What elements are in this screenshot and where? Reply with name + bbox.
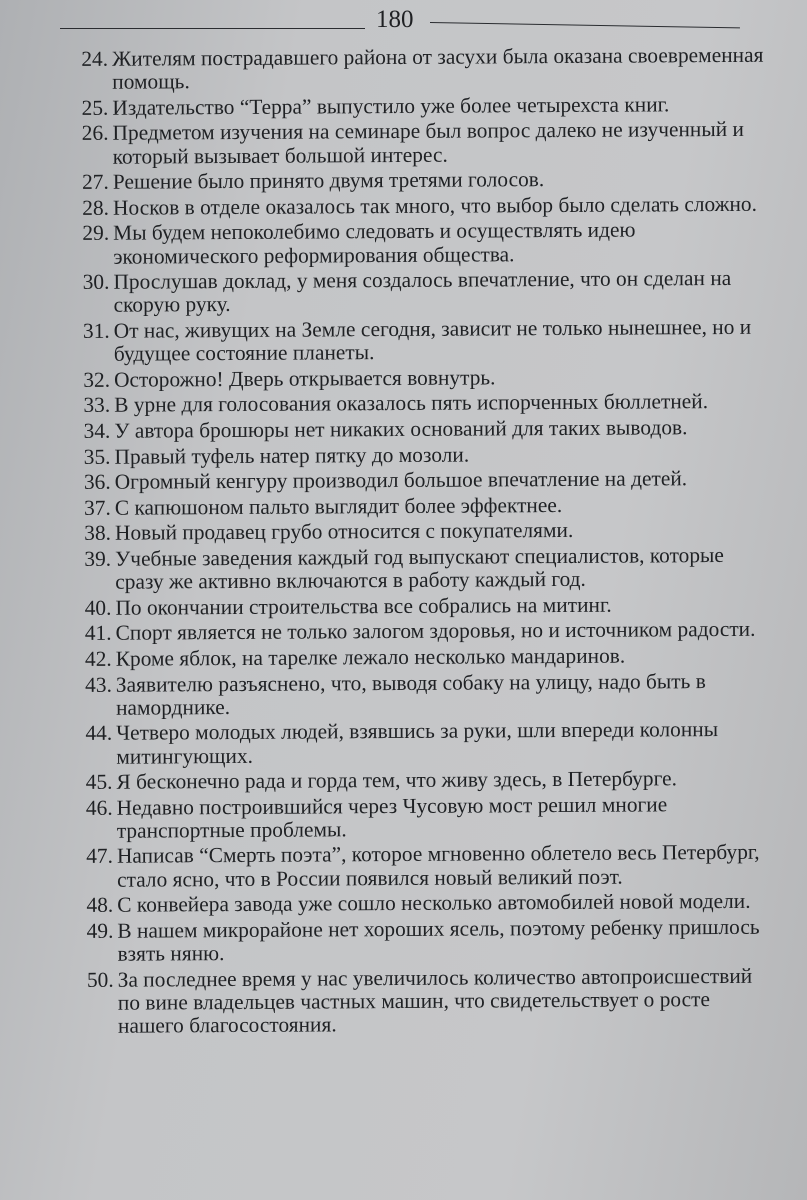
list-item: [72, 669, 772, 720]
item-text: В нашем микрорайоне нет хороших ясель, поэтому ребенку пришлось взять няню.: [117, 914, 760, 966]
list-item: [72, 718, 772, 769]
list-item: [68, 44, 768, 95]
item-text: Огромный кенгуру производил большое впечатление на детей.: [114, 466, 688, 494]
header-rule-left: [60, 28, 365, 29]
item-number: 36.: [83, 469, 111, 495]
item-text: Новый продавец грубо относится с покупателями.: [114, 518, 574, 546]
item-text: Заявителю разъяснено, что, выводя собаку на улицу, надо быть в наморднике.: [115, 668, 706, 720]
page-header: [60, 6, 740, 34]
list-item: [69, 193, 769, 220]
item-text: От нас, живущих на Земле сегодня, зависит не только нынешнее, но и будущее состояние планеты.: [113, 314, 752, 366]
list-item: [72, 644, 772, 671]
item-text: Носков в отделе оказалось так много, что выбор было сделать сложно.: [112, 191, 757, 220]
item-number: 40.: [84, 595, 112, 620]
page-number: 180: [376, 6, 414, 33]
list-item: [73, 792, 773, 843]
item-number: 24.: [81, 46, 109, 71]
item-text: С капюшоном пальто выглядит более эффектнее.: [114, 492, 563, 520]
item-text: Я бесконечно рада и горда тем, что живу здесь, в Петербурге.: [116, 766, 677, 794]
list-item: [69, 167, 769, 194]
item-number: 34.: [83, 418, 111, 443]
list-item: [70, 364, 770, 391]
list-item: [69, 218, 769, 269]
item-number: 46.: [85, 795, 113, 820]
list-item: [70, 441, 770, 468]
list-item: [70, 316, 770, 367]
item-number: 48.: [86, 893, 114, 918]
item-number: 28.: [82, 195, 110, 220]
list-item: [71, 544, 771, 595]
item-text: Четверо молодых людей, взявшись за руки, шли впереди колонны митингующих.: [116, 717, 719, 769]
list-item: [73, 841, 773, 892]
item-text: Предметом изучения на семинаре был вопрос далеко не изученный и который вызывает большой интерес.: [112, 117, 744, 169]
list-item: [69, 267, 769, 318]
item-number: 26.: [81, 121, 109, 146]
item-text: За последнее время у нас увеличилось количество автопроисшествий по вине владельцев частных машин, что свидетельствует о росте нашего благосостояния.: [117, 963, 753, 1038]
item-number: 47.: [86, 844, 114, 869]
item-text: Осторожно! Дверь открывается вовнутрь.: [113, 365, 496, 392]
item-number: 39.: [84, 546, 112, 571]
item-number: 44.: [85, 721, 113, 746]
list-item: [73, 890, 773, 917]
item-number: 38.: [84, 521, 112, 546]
item-text: Правый туфель натер пятку до мозоли.: [114, 442, 470, 469]
list-item: [74, 964, 774, 1038]
item-text: Недавно построившийся через Чусовую мост решил многие транспортные проблемы.: [116, 792, 668, 843]
item-text: Кроме яблок, на тарелке лежало несколько мандаринов.: [115, 643, 626, 671]
item-text: Жителям пострадавшего района от засухи была оказана своевременная помощь.: [111, 42, 764, 94]
exercise-list: [68, 44, 774, 1041]
item-text: По окончании строительства все собрались на митинг.: [115, 592, 612, 620]
item-number: 33.: [83, 393, 111, 418]
list-item: [73, 916, 773, 967]
list-item: [71, 492, 771, 519]
list-item: [71, 518, 771, 545]
item-number: 32.: [83, 367, 111, 392]
item-text: Учебные заведения каждый год выпускают специалистов, которые сразу же активно включаются в работу каждый год.: [115, 542, 724, 594]
item-number: 42.: [84, 646, 112, 671]
item-text: Издательство “Терра” выпустило уже более четырехста книг.: [112, 92, 670, 120]
item-number: 50.: [86, 967, 114, 992]
list-item: [71, 592, 771, 619]
item-text: У автора брошюры нет никаких оснований для таких выводов.: [114, 415, 688, 443]
list-item: [72, 767, 772, 794]
item-number: 30.: [82, 269, 110, 295]
item-text: Написав “Смерть поэта”, которое мгновенно облетело весь Петербург, стало ясно, что в России появился новый великий поэт.: [116, 840, 760, 892]
item-text: С конвейера завода уже сошло несколько автомобилей новой модели.: [117, 889, 751, 917]
list-item: [68, 93, 768, 120]
list-item: [70, 390, 770, 417]
item-number: 43.: [85, 672, 112, 697]
item-text: Прослушав доклад, у меня создалось впечатление, что он сделан на скорую руку.: [113, 266, 732, 318]
item-number: 35.: [83, 444, 111, 469]
list-item: [68, 118, 768, 169]
item-number: 45.: [85, 769, 113, 794]
item-text: Спорт является не только залогом здоровья, но и источником радости.: [115, 617, 756, 646]
item-number: 27.: [81, 169, 109, 195]
item-number: 49.: [86, 918, 114, 943]
item-text: Мы будем непоколебимо следовать и осуществлять идею экономического реформирования общества.: [113, 217, 636, 269]
list-item: [71, 467, 771, 494]
list-item: [72, 618, 772, 645]
header-rule-right: [430, 22, 740, 28]
item-number: 29.: [82, 221, 110, 246]
item-text: Решение было принято двумя третями голосов.: [112, 167, 545, 194]
item-number: 31.: [82, 318, 110, 343]
item-text: В урне для голосования оказалось пять испорченных бюллетней.: [114, 389, 709, 418]
list-item: [70, 416, 770, 443]
item-number: 25.: [81, 95, 109, 120]
item-number: 41.: [84, 621, 112, 646]
item-number: 37.: [83, 495, 111, 520]
